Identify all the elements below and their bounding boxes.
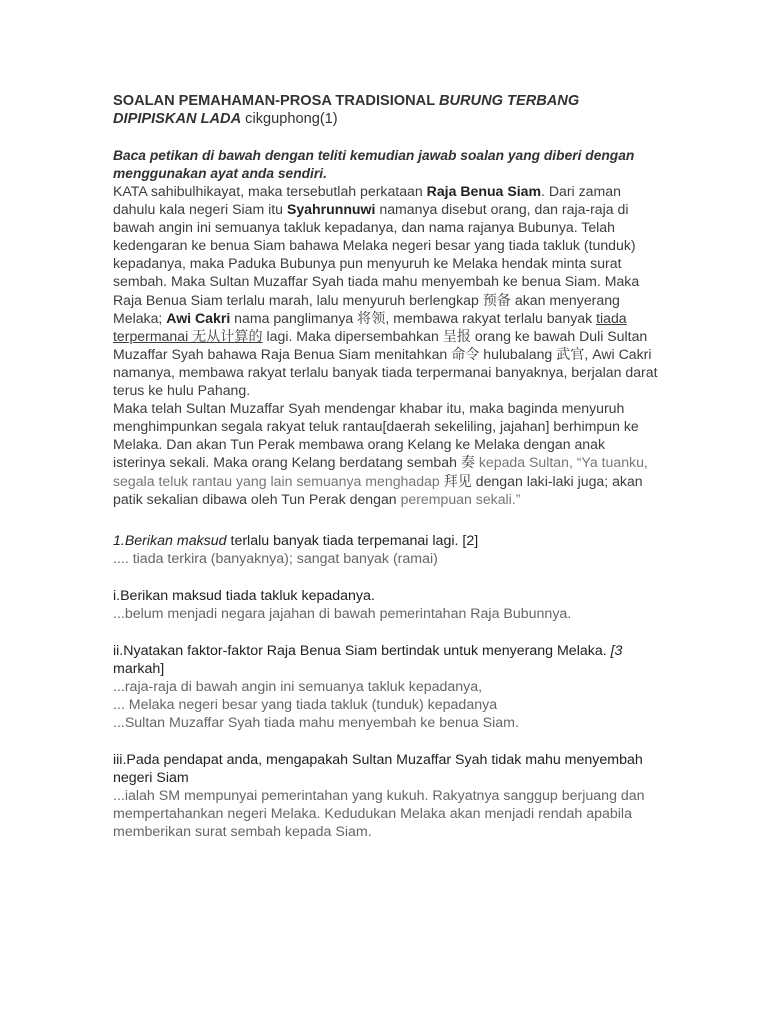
question-i <box>113 587 658 623</box>
passage-text: lagi. Maka dipersembahkan 呈报 orang ke bawah Duli Sultan Muzaffar Syah bahawa Raja Benua Siam menitahkan 命令 hulubalang 武官, Awi Cakri namanya, membawa rakyat terlalu banyak tiada terpermanai banyaknya, berjalan darat terus ke hulu Pahang. <box>113 327 658 399</box>
question-italic: 1.Berikan maksud <box>113 532 227 549</box>
passage-quote: kepada Sultan, “Ya tuanku, segala teluk rantau yang lain semuanya menghadap <box>113 454 648 489</box>
answer-line: ...raja-raja di bawah angin ini semuanya takluk kepadanya, <box>113 678 483 695</box>
question-text <box>113 532 658 550</box>
passage-text: KATA sahibulhikayat, maka tersebutlah perkataan <box>113 183 427 199</box>
answer-line: ... Melaka negeri besar yang tiada takluk (tunduk) kepadanya <box>113 696 498 713</box>
passage-text: Maka telah Sultan Muzaffar Syah mendengar khabar itu, maka baginda menyuruh menghimpunkan segala rakyat teluk rantau[daerah sekeliling, jajahan] berhimpun ke Melaka. Dan akan Tun Perak membawa orang Kelang ke Melaka dengan anak isterinya sekali. Maka orang Kelang berdatang sembah 奏 <box>113 400 639 471</box>
question-text <box>113 642 658 678</box>
passage-bold: Awi Cakri <box>166 309 231 326</box>
passage-bold: Syahrunnuwi <box>286 201 376 218</box>
document-page <box>113 92 658 841</box>
question-part: markah] <box>113 660 165 677</box>
title-main: SOALAN PEMAHAMAN-PROSA TRADISIONAL <box>113 93 439 109</box>
passage <box>113 182 658 508</box>
question-text: iii.Pada pendapat anda, mengapakah Sultan Muzaffar Syah tidak mahu menyembah negeri Siam <box>113 751 643 786</box>
question-ii <box>113 642 658 732</box>
passage-text: 拜见 dengan laki-laki juga; akan patik sekalian dibawa oleh Tun Perak dengan <box>113 472 643 507</box>
passage-text: . Dari zaman dahulu kala negeri Siam itu <box>113 183 621 218</box>
answer-line: ...belum menjadi negara jajahan di bawah pemerintahan Raja Bubunnya. <box>113 605 572 622</box>
passage-underlined: tiada terpermanai 无从计算的 <box>113 309 627 344</box>
passage-paragraph-2 <box>113 399 658 508</box>
question-iii <box>113 751 658 841</box>
passage-text: nama panglimanya 将领, membawa rakyat terlalu banyak <box>230 309 597 326</box>
question-1 <box>113 532 658 568</box>
passage-quote: perempuan sekali.” <box>400 490 521 507</box>
question-rest: terlalu banyak tiada terpemanai lagi. [2] <box>226 532 479 549</box>
answer-line: .... tiada terkira (banyaknya); sangat banyak (ramai) <box>113 550 438 567</box>
passage-paragraph-1 <box>113 182 658 399</box>
passage-text: namanya disebut orang, dan raja-raja di bawah angin ini semuanya takluk kepadanya, dan nama rajanya Bubunya. Telah kedengaran ke benua Siam bahawa Melaka negeri besar yang tiada takluk (tunduk) kepadanya, maka Paduka Bubunya pun menyuruh ke Melaka hendak minta surat sembah. Maka Sultan Muzaffar Syah tiada mahu menyembah ke benua Siam. Maka Raja Benua Siam terlalu marah, lalu menyuruh berlengkap 预备 akan menyerang Melaka; <box>113 201 640 326</box>
title-author: cikguphong(1) <box>241 111 338 127</box>
title-italic: BURUNG TERBANG DIPIPISKAN LADA <box>113 93 580 127</box>
question-text: i.Berikan maksud tiada takluk kepadanya. <box>113 587 375 604</box>
instruction: Baca petikan di bawah dengan teliti kemudian jawab soalan yang diberi dengan menggunakan ayat anda sendiri. <box>113 148 635 181</box>
answer-line: ...ialah SM mempunyai pemerintahan yang kukuh. Rakyatnya sanggup berjuang dan mempertahankan negeri Melaka. Kedudukan Melaka akan menjadi rendah apabila memberikan surat sembah kepada Siam. <box>113 787 645 840</box>
question-italic: [3 <box>610 642 623 659</box>
passage-bold: Raja Benua Siam <box>426 183 542 199</box>
answer-line: ...Sultan Muzaffar Syah tiada mahu menyembah ke benua Siam. <box>113 714 519 731</box>
question-part: ii.Nyatakan faktor-faktor Raja Benua Siam bertindak untuk menyerang Melaka. <box>113 642 611 659</box>
document-title <box>113 92 658 128</box>
